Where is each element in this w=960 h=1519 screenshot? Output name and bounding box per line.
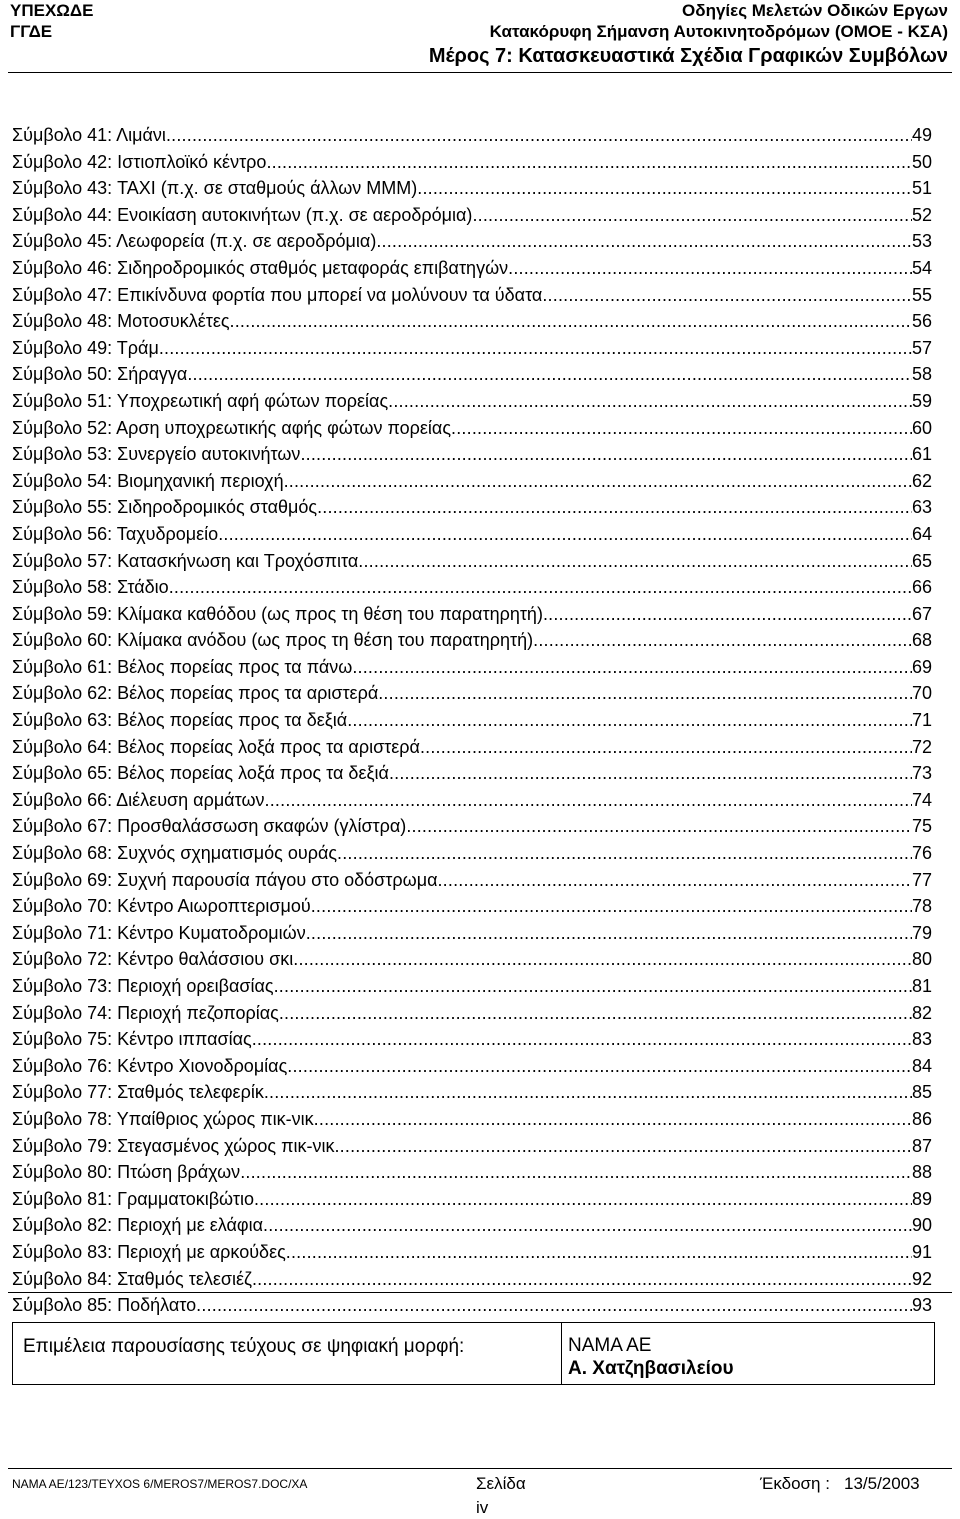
toc-entry-title: Σύμβολο 80: Πτώση βράχων [12, 1162, 241, 1183]
toc-dot-leader [274, 973, 912, 1000]
toc-dot-leader [293, 946, 912, 973]
toc-dot-leader [287, 1053, 912, 1080]
toc-entry-page: 92 [911, 1268, 932, 1289]
toc-entry-page: 61 [911, 444, 932, 465]
toc-entry-title: Σύμβολο 60: Κλίμακα ανόδου (ως προς τη θέση του παρατηρητή) [12, 630, 534, 651]
toc-entry-page: 53 [911, 231, 932, 252]
toc-dot-leader [451, 415, 912, 442]
part-title: Μέρος 7: Κατασκευαστικά Σχέδια Γραφικών Συμβόλων [428, 45, 948, 67]
toc-dot-leader [543, 601, 912, 628]
toc-entry-page: 85 [911, 1082, 932, 1103]
toc-dot-leader [388, 388, 912, 415]
toc-entry[interactable] [12, 840, 932, 867]
toc-entry-page: 90 [911, 1215, 932, 1236]
toc-entry-page: 79 [911, 922, 932, 943]
toc-entry-page: 82 [911, 1002, 932, 1023]
header-doc-line1: Οδηγίες Μελετών Οδικών Εργων [682, 1, 948, 20]
toc-entry[interactable] [12, 787, 932, 814]
toc-dot-leader [300, 441, 912, 468]
credit-label: Επιμέλεια παρουσίασης τεύχους σε ψηφιακή μορφή: [23, 1336, 465, 1357]
toc-dot-leader [252, 1026, 912, 1053]
toc-entry-page: 88 [911, 1162, 932, 1183]
header-document [490, 0, 948, 42]
credit-divider [8, 1292, 952, 1293]
toc-entry[interactable] [12, 707, 932, 734]
toc-entry-page: 52 [911, 204, 932, 225]
toc-dot-leader [169, 574, 912, 601]
credit-organization: NAMA AE [568, 1335, 652, 1356]
toc-entry-title: Σύμβολο 68: Συχνός σχηματισμός ουράς [12, 843, 338, 864]
toc-entry-page: 68 [911, 630, 932, 651]
toc-entry-page: 84 [911, 1055, 932, 1076]
toc-entry-title: Σύμβολο 53: Συνεργείο αυτοκινήτων [12, 444, 301, 465]
toc-entry-title: Σύμβολο 52: Αρση υποχρεωτικής αφής φώτων πορείας [12, 417, 452, 438]
toc-entry[interactable] [12, 601, 932, 628]
toc-entry-page: 86 [911, 1108, 932, 1129]
toc-entry-page: 73 [911, 763, 932, 784]
toc-dot-leader [196, 1292, 912, 1319]
toc-dot-leader [166, 122, 912, 149]
page-footer [0, 1470, 960, 1519]
toc-entry-title: Σύμβολο 81: Γραμματοκιβώτιο [12, 1188, 254, 1209]
toc-dot-leader [347, 707, 912, 734]
toc-entry[interactable] [12, 627, 932, 654]
toc-dot-leader [508, 255, 912, 282]
toc-dot-leader [472, 202, 912, 229]
toc-entry-title: Σύμβολο 54: Βιομηχανική περιοχή [12, 470, 284, 491]
toc-entry[interactable] [12, 122, 932, 149]
toc-entry-title: Σύμβολο 75: Κέντρο ιππασίας [12, 1029, 252, 1050]
toc-entry[interactable] [12, 361, 932, 388]
toc-dot-leader [417, 175, 912, 202]
toc-entry-title: Σύμβολο 51: Υποχρεωτική αφή φώτων πορείας [12, 390, 389, 411]
toc-entry-page: 66 [911, 577, 932, 598]
toc-entry[interactable] [12, 1292, 932, 1319]
toc-entry-title: Σύμβολο 73: Περιοχή ορειβασίας [12, 976, 274, 996]
toc-entry-title: Σύμβολο 71: Κέντρο Κυματοδρομιών [12, 922, 306, 943]
toc-entry-page: 75 [911, 816, 932, 837]
toc-entry[interactable] [12, 415, 932, 442]
toc-entry-title: Σύμβολο 47: Επικίνδυνα φορτία που μπορεί να μολύνουν τα ύδατα [12, 284, 543, 305]
toc-dot-leader [187, 361, 912, 388]
toc-entry-title: Σύμβολο 64: Βέλος πορείας λοξά προς τα αριστερά [12, 736, 420, 757]
toc-entry-title: Σύμβολο 70: Κέντρο Αιωροπτερισμού [12, 896, 311, 917]
page-header [0, 0, 960, 72]
toc-entry-title: Σύμβολο 83: Περιοχή με αρκούδες [12, 1241, 286, 1262]
toc-entry-page: 50 [911, 151, 932, 172]
toc-entry-title: Σύμβολο 57: Κατασκήνωση και Τροχόσπιτα [12, 550, 359, 571]
toc-dot-leader [286, 1239, 912, 1266]
toc-entry-page: 72 [911, 736, 932, 757]
toc-dot-leader [334, 1133, 911, 1160]
toc-entry[interactable] [12, 548, 932, 575]
toc-entry-page: 80 [911, 949, 932, 970]
toc-entry-title: Σύμβολο 69: Συχνή παρουσία πάγου στο οδόστρωμα [12, 869, 438, 890]
toc-entry[interactable] [12, 1026, 932, 1053]
toc-dot-leader [252, 1266, 912, 1293]
toc-entry-title: Σύμβολο 82: Περιοχή με ελάφια [12, 1215, 264, 1236]
toc-dot-leader [230, 308, 912, 335]
toc-dot-leader [406, 813, 912, 840]
toc-entry-title: Σύμβολο 76: Κέντρο Χιονοδρομίας [12, 1055, 288, 1076]
toc-entry-title: Σύμβολο 46: Σιδηροδρομικός σταθμός μεταφοράς επιβατηγών [12, 257, 509, 278]
toc-entry-page: 67 [911, 603, 932, 624]
toc-entry-page: 63 [911, 497, 932, 518]
toc-entry[interactable] [12, 1079, 932, 1106]
header-organization [10, 0, 93, 42]
toc-entry[interactable] [12, 1133, 932, 1160]
toc-entry-title: Σύμβολο 43: TAXI (π.χ. σε σταθμούς άλλων ΜΜΜ) [12, 178, 418, 199]
toc-dot-leader [254, 1186, 912, 1213]
toc-entry-title: Σύμβολο 77: Σταθμός τελεφερίκ [12, 1082, 264, 1103]
toc-entry-page: 87 [911, 1135, 932, 1156]
toc-entry-page: 89 [911, 1188, 932, 1209]
toc-entry[interactable] [12, 654, 932, 681]
toc-dot-leader [279, 1000, 912, 1027]
toc-entry[interactable] [12, 282, 932, 309]
credit-person: Α. Χατζηβασιλείου [568, 1358, 734, 1379]
toc-entry[interactable] [12, 1266, 932, 1293]
toc-entry-page: 93 [911, 1295, 932, 1316]
toc-entry-title: Σύμβολο 55: Σιδηροδρομικός σταθμός [12, 497, 318, 518]
toc-dot-leader [533, 627, 912, 654]
toc-entry-title: Σύμβολο 74: Περιοχή πεζοπορίας [12, 1002, 279, 1023]
toc-entry-title: Σύμβολο 50: Σήραγγα [12, 364, 188, 385]
toc-entry[interactable] [12, 255, 932, 282]
toc-dot-leader [337, 840, 912, 867]
toc-dot-leader [542, 282, 912, 309]
toc-entry-page: 58 [911, 364, 932, 385]
toc-entry[interactable] [12, 521, 932, 548]
toc-entry[interactable] [12, 1159, 932, 1186]
toc-entry-page: 51 [911, 178, 932, 199]
toc-entry-page: 59 [911, 390, 932, 411]
toc-entry[interactable] [12, 1186, 932, 1213]
toc-dot-leader [437, 867, 911, 894]
toc-entry[interactable] [12, 202, 932, 229]
toc-entry[interactable] [12, 734, 932, 761]
toc-entry-title: Σύμβολο 78: Υπαίθριος χώρος πικ-νικ [12, 1108, 314, 1129]
toc-entry-page: 60 [911, 417, 932, 438]
toc-entry[interactable] [12, 175, 932, 202]
toc-dot-leader [265, 787, 912, 814]
toc-dot-leader [389, 760, 912, 787]
toc-entry-title: Σύμβολο 63: Βέλος πορείας προς τα δεξιά [12, 710, 348, 731]
toc-dot-leader [317, 494, 912, 521]
toc-entry-page: 71 [911, 710, 932, 731]
toc-entry-page: 78 [911, 896, 932, 917]
toc-entry-title: Σύμβολο 48: Μοτοσυκλέτες [12, 311, 230, 332]
toc-entry[interactable] [12, 893, 932, 920]
toc-entry-page: 55 [911, 284, 932, 305]
toc-entry-title: Σύμβολο 49: Τράμ [12, 337, 159, 358]
header-org-line2: ΓΓΔΕ [10, 22, 53, 41]
toc-entry-page: 62 [911, 470, 932, 491]
credit-box [12, 1322, 935, 1385]
toc-dot-leader [378, 680, 912, 707]
toc-entry-title: Σύμβολο 45: Λεωφορεία (π.χ. σε αεροδρόμια) [12, 231, 377, 252]
toc-entry[interactable] [12, 1106, 932, 1133]
toc-dot-leader [314, 1106, 912, 1133]
toc-entry-title: Σύμβολο 56: Ταχυδρομείο [12, 523, 219, 544]
toc-entry-page: 83 [911, 1029, 932, 1050]
toc-entry-title: Σύμβολο 44: Ενοικίαση αυτοκινήτων (π.χ. σε αεροδρόμια) [12, 204, 473, 225]
toc-entry[interactable] [12, 973, 932, 1000]
toc-entry-title: Σύμβολο 41: Λιμάνι [12, 125, 166, 145]
table-of-contents [12, 122, 932, 1319]
toc-entry[interactable] [12, 441, 932, 468]
footer-page-label: Σελίδα [476, 1474, 526, 1493]
toc-entry-title: Σύμβολο 79: Στεγασμένος χώρος πικ-νικ [12, 1135, 335, 1156]
toc-entry-page: 49 [911, 125, 932, 145]
toc-dot-leader [218, 521, 912, 548]
toc-dot-leader [358, 548, 912, 575]
toc-entry[interactable] [12, 920, 932, 947]
toc-entry[interactable] [12, 388, 932, 415]
toc-entry-title: Σύμβολο 66: Διέλευση αρμάτων [12, 789, 265, 810]
footer-edition-label: Έκδοση : [760, 1474, 830, 1493]
toc-entry[interactable] [12, 468, 932, 495]
toc-entry-page: 57 [911, 337, 932, 358]
toc-entry-title: Σύμβολο 61: Βέλος πορείας προς τα πάνω [12, 656, 353, 677]
toc-entry[interactable] [12, 1239, 932, 1266]
toc-entry-title: Σύμβολο 62: Βέλος πορείας προς τα αριστερά [12, 683, 379, 704]
toc-entry[interactable] [12, 1053, 932, 1080]
toc-dot-leader [420, 734, 912, 761]
footer-file-code: NAMA AE/123/TEYXOS 6/MEROS7/MEROS7.DOC/XA [12, 1477, 308, 1491]
toc-entry-page: 91 [911, 1241, 932, 1262]
footer-divider [8, 1468, 952, 1469]
toc-entry-page: 69 [911, 656, 932, 677]
toc-entry-title: Σύμβολο 58: Στάδιο [12, 577, 169, 598]
footer-page-number: iv [476, 1498, 489, 1517]
footer-edition-date: 13/5/2003 [844, 1474, 920, 1493]
toc-entry[interactable] [12, 574, 932, 601]
toc-entry-title: Σύμβολο 42: Ιστιοπλοϊκό κέντρο [12, 151, 267, 172]
toc-entry-page: 77 [911, 869, 932, 890]
toc-entry[interactable] [12, 494, 932, 521]
toc-entry-page: 76 [911, 843, 932, 864]
toc-entry-title: Σύμβολο 85: Ποδήλατο [12, 1295, 197, 1316]
toc-entry[interactable] [12, 680, 932, 707]
toc-entry-title: Σύμβολο 59: Κλίμακα καθόδου (ως προς τη θέση του παρατηρητή) [12, 603, 543, 624]
toc-entry-title: Σύμβολο 84: Σταθμός τελεσιέζ [12, 1268, 252, 1289]
toc-entry-page: 54 [911, 257, 932, 278]
toc-entry-page: 65 [911, 550, 932, 571]
toc-entry-page: 56 [911, 311, 932, 332]
credit-separator [561, 1323, 562, 1384]
toc-entry-page: 64 [911, 523, 932, 544]
toc-entry[interactable] [12, 760, 932, 787]
header-doc-line2: Κατακόρυφη Σήμανση Αυτοκινητοδρόμων (ΟΜΟΕ - ΚΣΑ) [489, 22, 948, 41]
toc-dot-leader [306, 920, 912, 947]
toc-entry-page: 74 [911, 789, 932, 810]
toc-entry[interactable] [12, 1212, 932, 1239]
toc-dot-leader [263, 1212, 912, 1239]
toc-entry-title: Σύμβολο 67: Προσθαλάσσωση σκαφών (γλίστρα) [12, 816, 407, 837]
toc-entry[interactable] [12, 149, 932, 176]
toc-entry[interactable] [12, 946, 932, 973]
header-org-line1: ΥΠΕΧΩΔΕ [10, 1, 94, 20]
toc-dot-leader [264, 1079, 912, 1106]
toc-dot-leader [159, 335, 912, 362]
toc-entry-title: Σύμβολο 72: Κέντρο θαλάσσιου σκι [12, 949, 294, 970]
toc-entry[interactable] [12, 335, 932, 362]
toc-entry[interactable] [12, 867, 932, 894]
toc-entry[interactable] [12, 308, 932, 335]
toc-dot-leader [311, 893, 912, 920]
toc-entry-title: Σύμβολο 65: Βέλος πορείας λοξά προς τα δεξιά [12, 763, 389, 784]
toc-dot-leader [240, 1159, 912, 1186]
toc-entry-page: 81 [911, 976, 932, 996]
toc-entry[interactable] [12, 228, 932, 255]
toc-entry[interactable] [12, 1000, 932, 1027]
toc-dot-leader [376, 228, 912, 255]
toc-entry-page: 70 [911, 683, 932, 704]
toc-entry[interactable] [12, 813, 932, 840]
header-divider [8, 72, 952, 73]
toc-dot-leader [266, 149, 912, 176]
toc-dot-leader [352, 654, 912, 681]
toc-dot-leader [284, 468, 912, 495]
